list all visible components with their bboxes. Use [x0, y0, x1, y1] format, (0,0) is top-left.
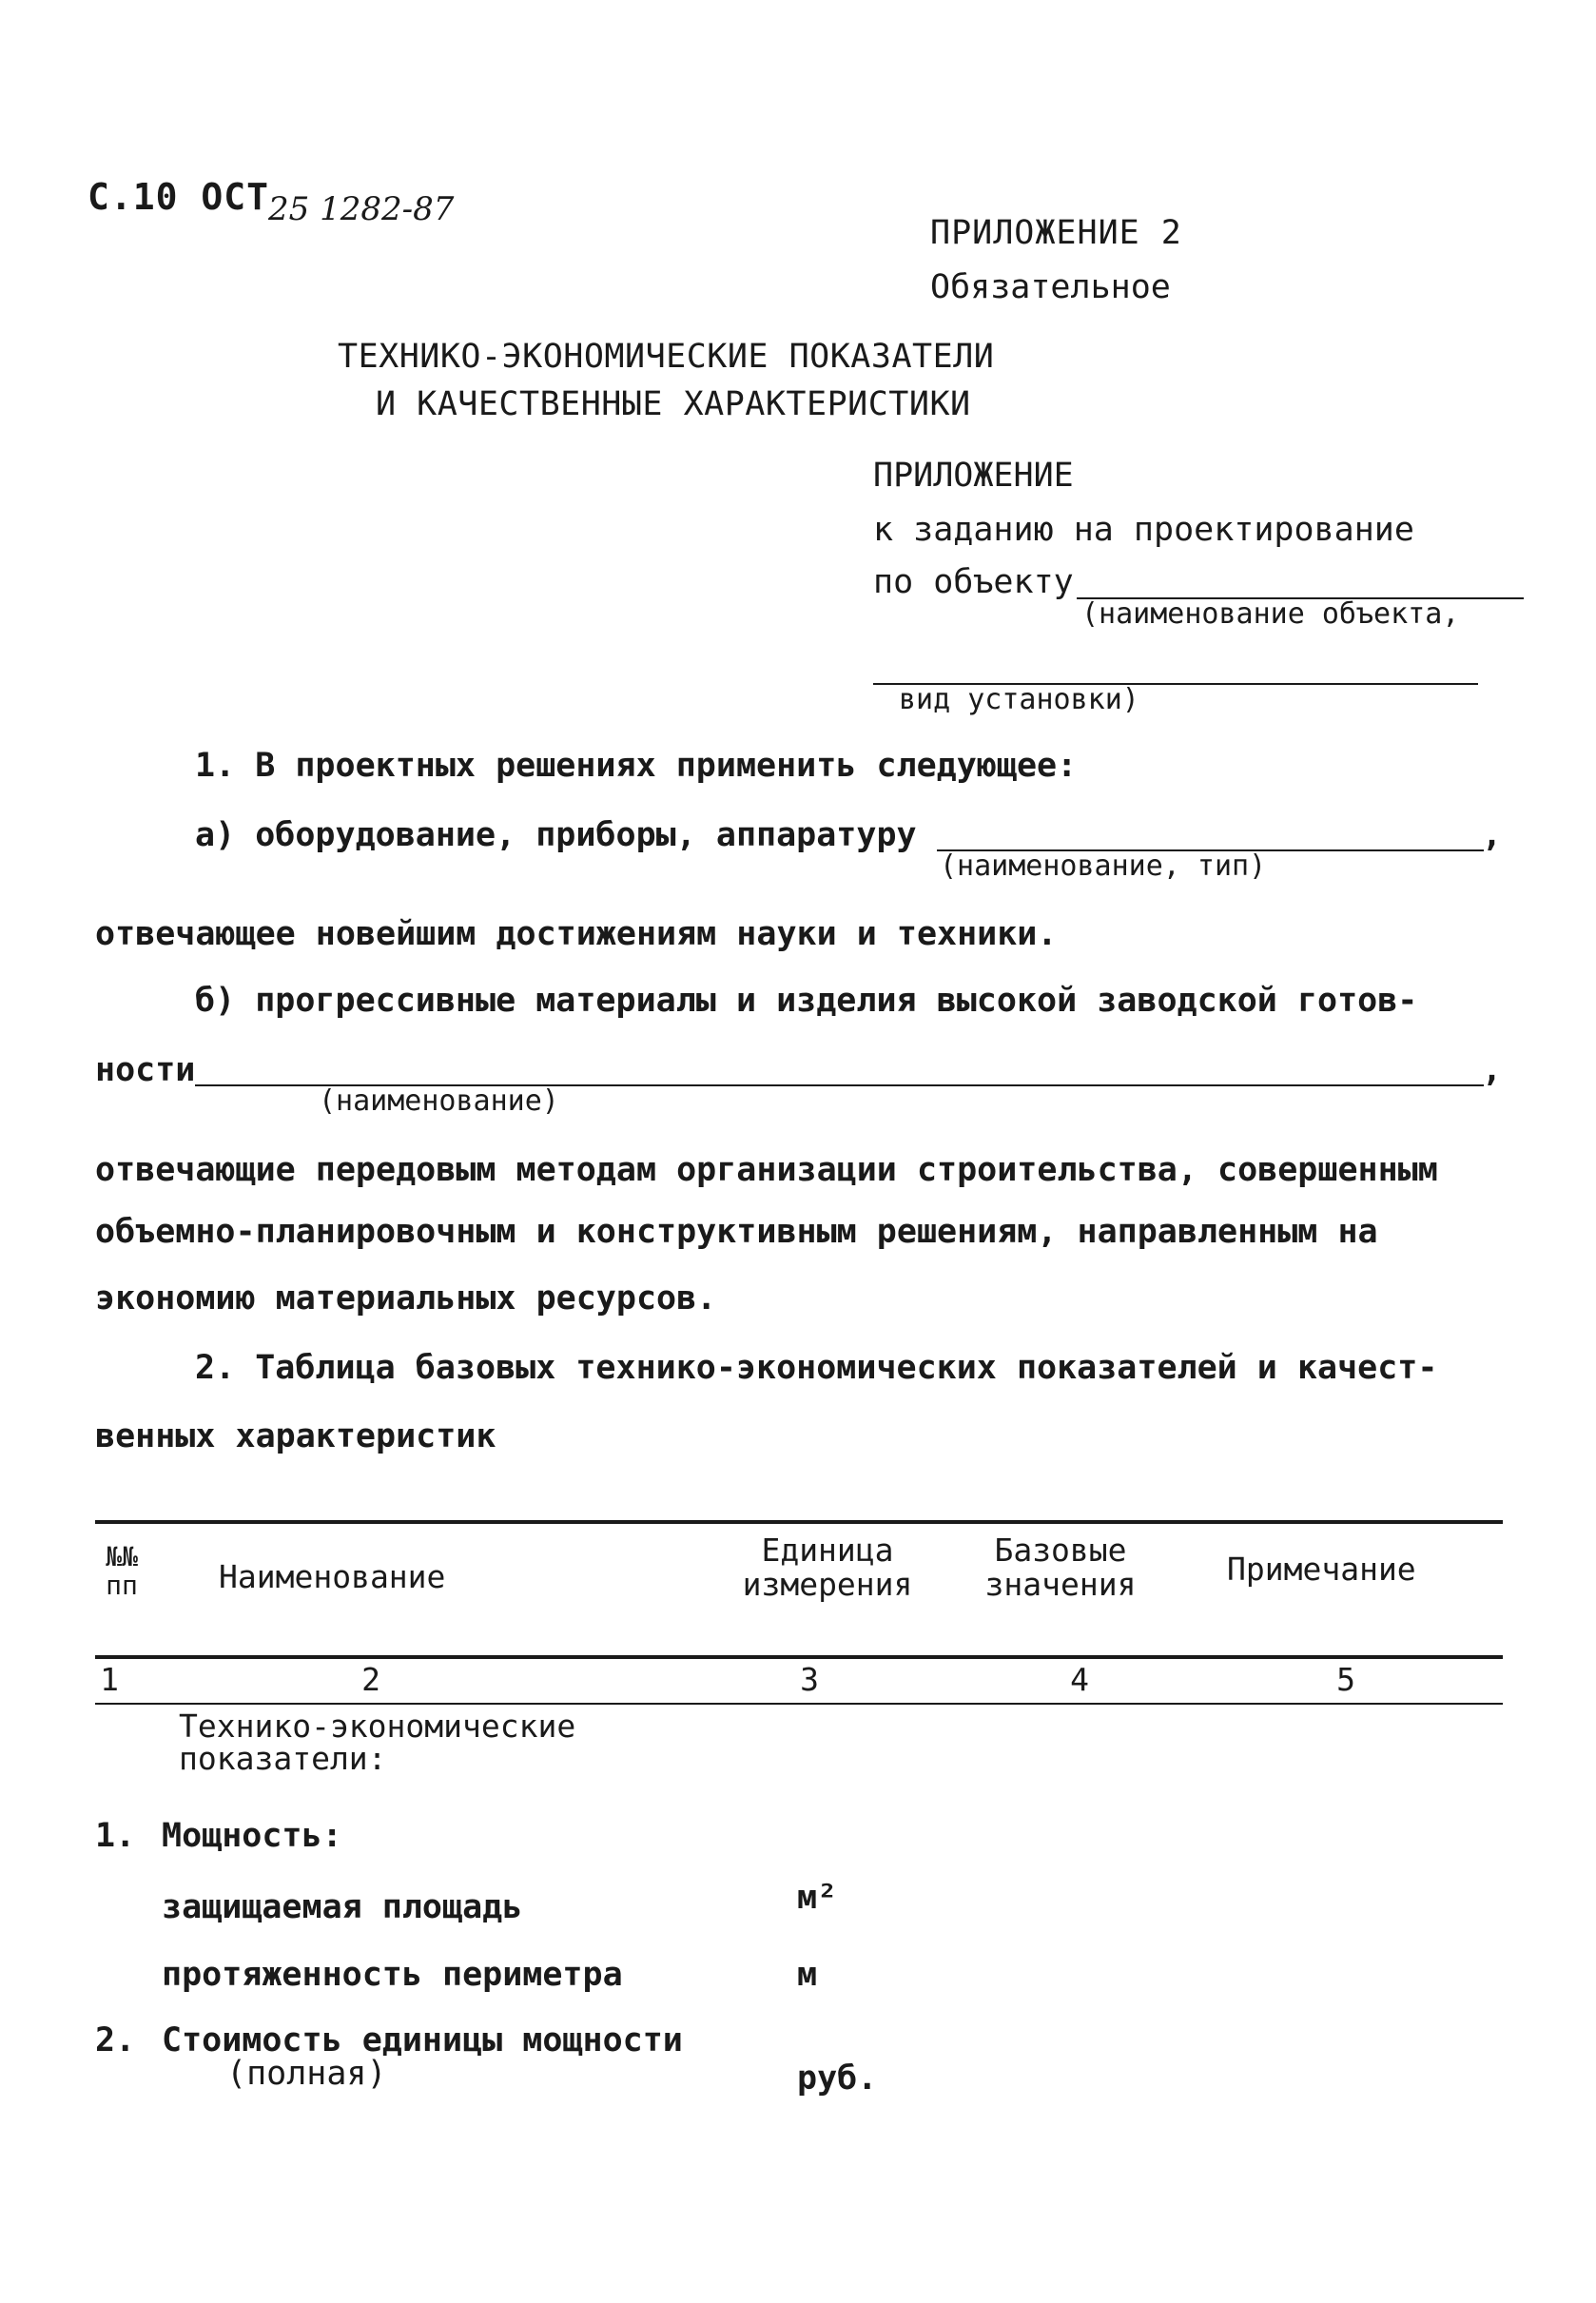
paragraph-5: ности — [95, 1051, 196, 1089]
row-4-name-continued: (полная) — [226, 2055, 387, 2093]
row-4-unit: руб. — [797, 2059, 878, 2098]
paragraph-3: отвечающее новейшим достижениям науки и техники. — [95, 915, 1058, 953]
row-3-unit: м — [797, 1956, 818, 1994]
row-3-name: протяженность периметра — [162, 1956, 623, 1994]
row-1-number: 1. — [95, 1817, 136, 1855]
header-number: №№ пп — [106, 1541, 138, 1601]
paragraph-4: б) прогрессивные материалы и изделия высокой заводской готов- — [195, 982, 1418, 1020]
annex-line-1: к заданию на проектирование — [873, 511, 1414, 549]
sheet-designation: С.10 ОСТ — [88, 176, 270, 218]
table-top-rule — [95, 1520, 1503, 1524]
row-2-name: защищаемая площадь — [162, 1888, 523, 1926]
paragraph-7: объемно-планировочным и конструктивным решениям, направленным на — [95, 1213, 1378, 1251]
annex-line-2: по объекту — [873, 563, 1074, 601]
column-number-rule — [95, 1703, 1503, 1705]
appendix-status: Обязательное — [930, 268, 1171, 306]
paragraph-9: 2. Таблица базовых технико-экономических показателей и качест- — [195, 1349, 1438, 1387]
column-number-5: 5 — [1336, 1661, 1355, 1698]
equipment-caption: (наименование, тип) — [940, 849, 1267, 883]
header-name: Наименование — [219, 1558, 446, 1595]
column-number-2: 2 — [361, 1661, 380, 1698]
appendix-label: ПРИЛОЖЕНИЕ 2 — [930, 214, 1182, 252]
object-name-caption: (наименование объекта, — [1081, 597, 1460, 631]
header-unit: Единица измерения — [742, 1532, 913, 1603]
installation-type-caption: вид установки) — [899, 683, 1139, 716]
title-line-2: И КАЧЕСТВЕННЫЕ ХАРАКТЕРИСТИКИ — [376, 385, 971, 423]
header-base: Базовые значения — [984, 1532, 1137, 1603]
materials-comma: , — [1482, 1051, 1503, 1089]
row-2-unit: м² — [797, 1879, 838, 1917]
paragraph-6: отвечающие передовым методам организации строительства, совершенным — [95, 1151, 1438, 1189]
header-bottom-rule — [95, 1655, 1503, 1659]
row-1-name: Мощность: — [162, 1817, 342, 1855]
materials-caption: (наименование) — [319, 1084, 559, 1118]
paragraph-1: 1. В проектных решениях применить следующее: — [195, 747, 1078, 785]
column-number-4: 4 — [1070, 1661, 1089, 1698]
column-number-3: 3 — [800, 1661, 819, 1698]
row-4-number: 2. — [95, 2021, 136, 2059]
title-line-1: ТЕХНИКО-ЭКОНОМИЧЕСКИЕ ПОКАЗАТЕЛИ — [338, 338, 995, 376]
equipment-comma: , — [1482, 816, 1503, 854]
paragraph-2a: а) оборудование, приборы, аппаратуру — [195, 816, 917, 854]
paragraph-10: венных характеристик — [95, 1417, 496, 1455]
paragraph-8: экономию материальных ресурсов. — [95, 1279, 717, 1317]
row-4-name: Стоимость единицы мощности — [162, 2021, 683, 2059]
document-number: 25 1282-87 — [268, 190, 455, 228]
section-title: Технико-экономические показатели: — [179, 1708, 576, 1777]
annex-label: ПРИЛОЖЕНИЕ — [873, 457, 1074, 495]
header-note: Примечание — [1227, 1551, 1416, 1588]
column-number-1: 1 — [100, 1661, 119, 1698]
